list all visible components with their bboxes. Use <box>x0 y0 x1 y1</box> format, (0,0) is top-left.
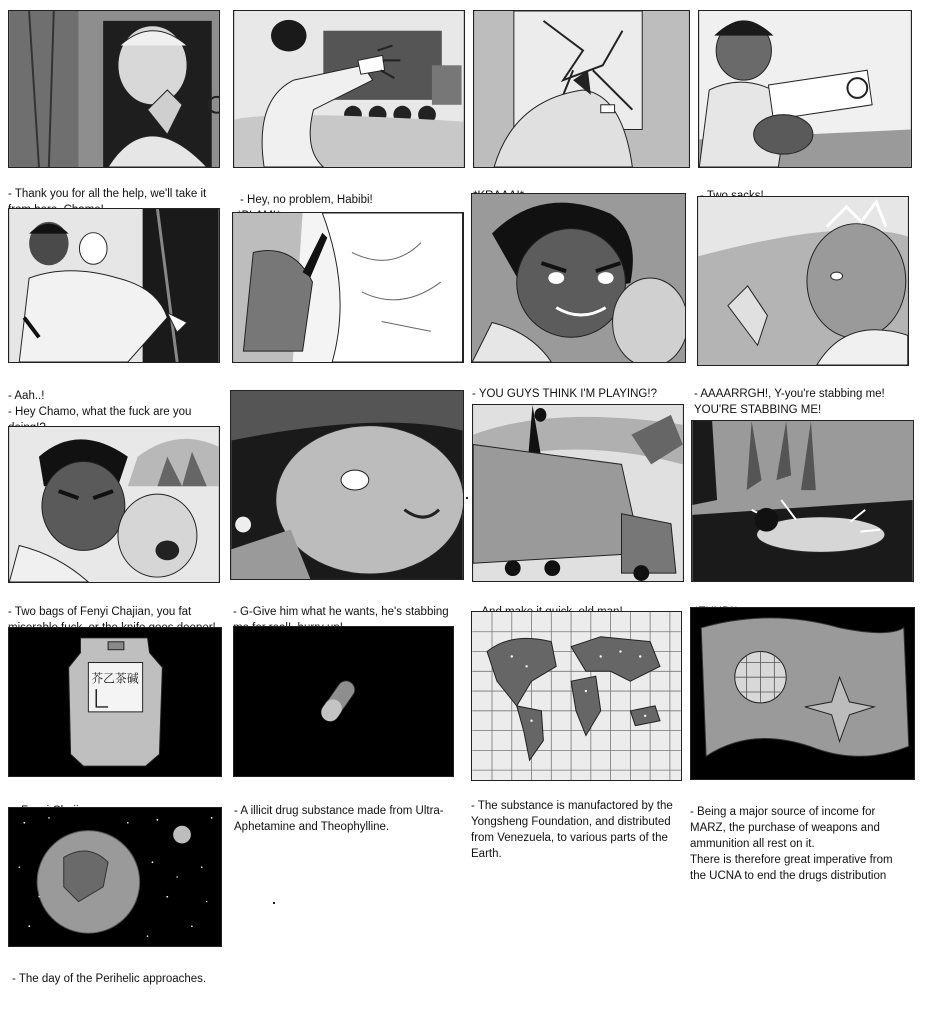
panel-playing <box>471 193 686 363</box>
drug-bag-illustration <box>9 628 221 776</box>
truck-scene-illustration <box>473 405 683 581</box>
caption-p7: - YOU GUYS THINK I'M PLAYING!? <box>472 388 657 400</box>
panel-old-man-thanks <box>8 10 220 168</box>
caption-p16: - Being a major source of income for MARZ, the purchase of weapons and ammunition all rest on it. There is therefore great imperative from the UCNA to end the drugs distribution <box>690 806 893 882</box>
panel-thud <box>691 420 914 582</box>
panel-make-it-quick <box>472 404 684 582</box>
panel-planet <box>8 807 222 947</box>
stray-dot <box>273 902 275 904</box>
caption-p9: - Two bags of Fenyi Chajian, you fat <box>8 606 192 618</box>
gunman-illustration <box>699 11 911 167</box>
caption-p8: - AAAARRGH!, Y-you're stabbing me! YOU'RE STABBING ME! <box>694 388 885 416</box>
panel-world-map <box>471 611 682 781</box>
angry-face-illustration <box>472 194 685 362</box>
caption-p10: - G-Give him what he wants, he's stabbing <box>233 606 449 618</box>
panel-give-him <box>230 390 464 580</box>
panel-pill <box>233 626 454 777</box>
panel-two-sacks <box>698 10 912 168</box>
caption-p14: - A illicit drug substance made from Ultra- Aphetamine and Theophylline. <box>234 805 444 833</box>
caption-p17: - The day of the Perihelic approaches. <box>12 973 207 985</box>
shattering-glass-illustration <box>474 11 689 167</box>
caption-p15: - The substance is manufactored by the Yongsheng Foundation, and distributed from Venezuela, to various parts of the Earth. <box>471 800 673 860</box>
sack-drop-illustration <box>692 421 913 581</box>
panel-aaagh <box>232 212 464 363</box>
caption-p2: - Hey, no problem, Habibi! <box>240 194 373 206</box>
bag-label: 芥乙茶碱 <box>91 671 139 686</box>
caption-p1: - Thank you for all the help, we'll take it <box>8 188 207 200</box>
old-man-pain-illustration <box>698 197 908 365</box>
old-man-illustration <box>9 11 219 167</box>
world-map-illustration <box>472 612 681 780</box>
panel-drug-bag <box>8 627 222 777</box>
threat-illustration <box>9 427 219 582</box>
gunshot-illustration <box>234 11 464 167</box>
panel-gunshot <box>233 10 465 168</box>
panel-kraaa <box>473 10 690 168</box>
pill-illustration <box>234 627 453 776</box>
knife-stab-illustration <box>233 213 463 362</box>
hostage-closeup-illustration <box>231 391 463 579</box>
panel-aah <box>8 208 220 363</box>
stray-dot <box>466 497 468 499</box>
grab-illustration <box>9 209 219 362</box>
panel-stabbing <box>697 196 909 366</box>
panel-flag <box>690 607 915 780</box>
marz-flag-illustration <box>691 608 914 779</box>
panel-two-bags <box>8 426 220 583</box>
planet-space-illustration <box>9 808 221 946</box>
caption-p5: - Aah..! - Hey Chamo, what the fuck are you <box>8 390 192 418</box>
